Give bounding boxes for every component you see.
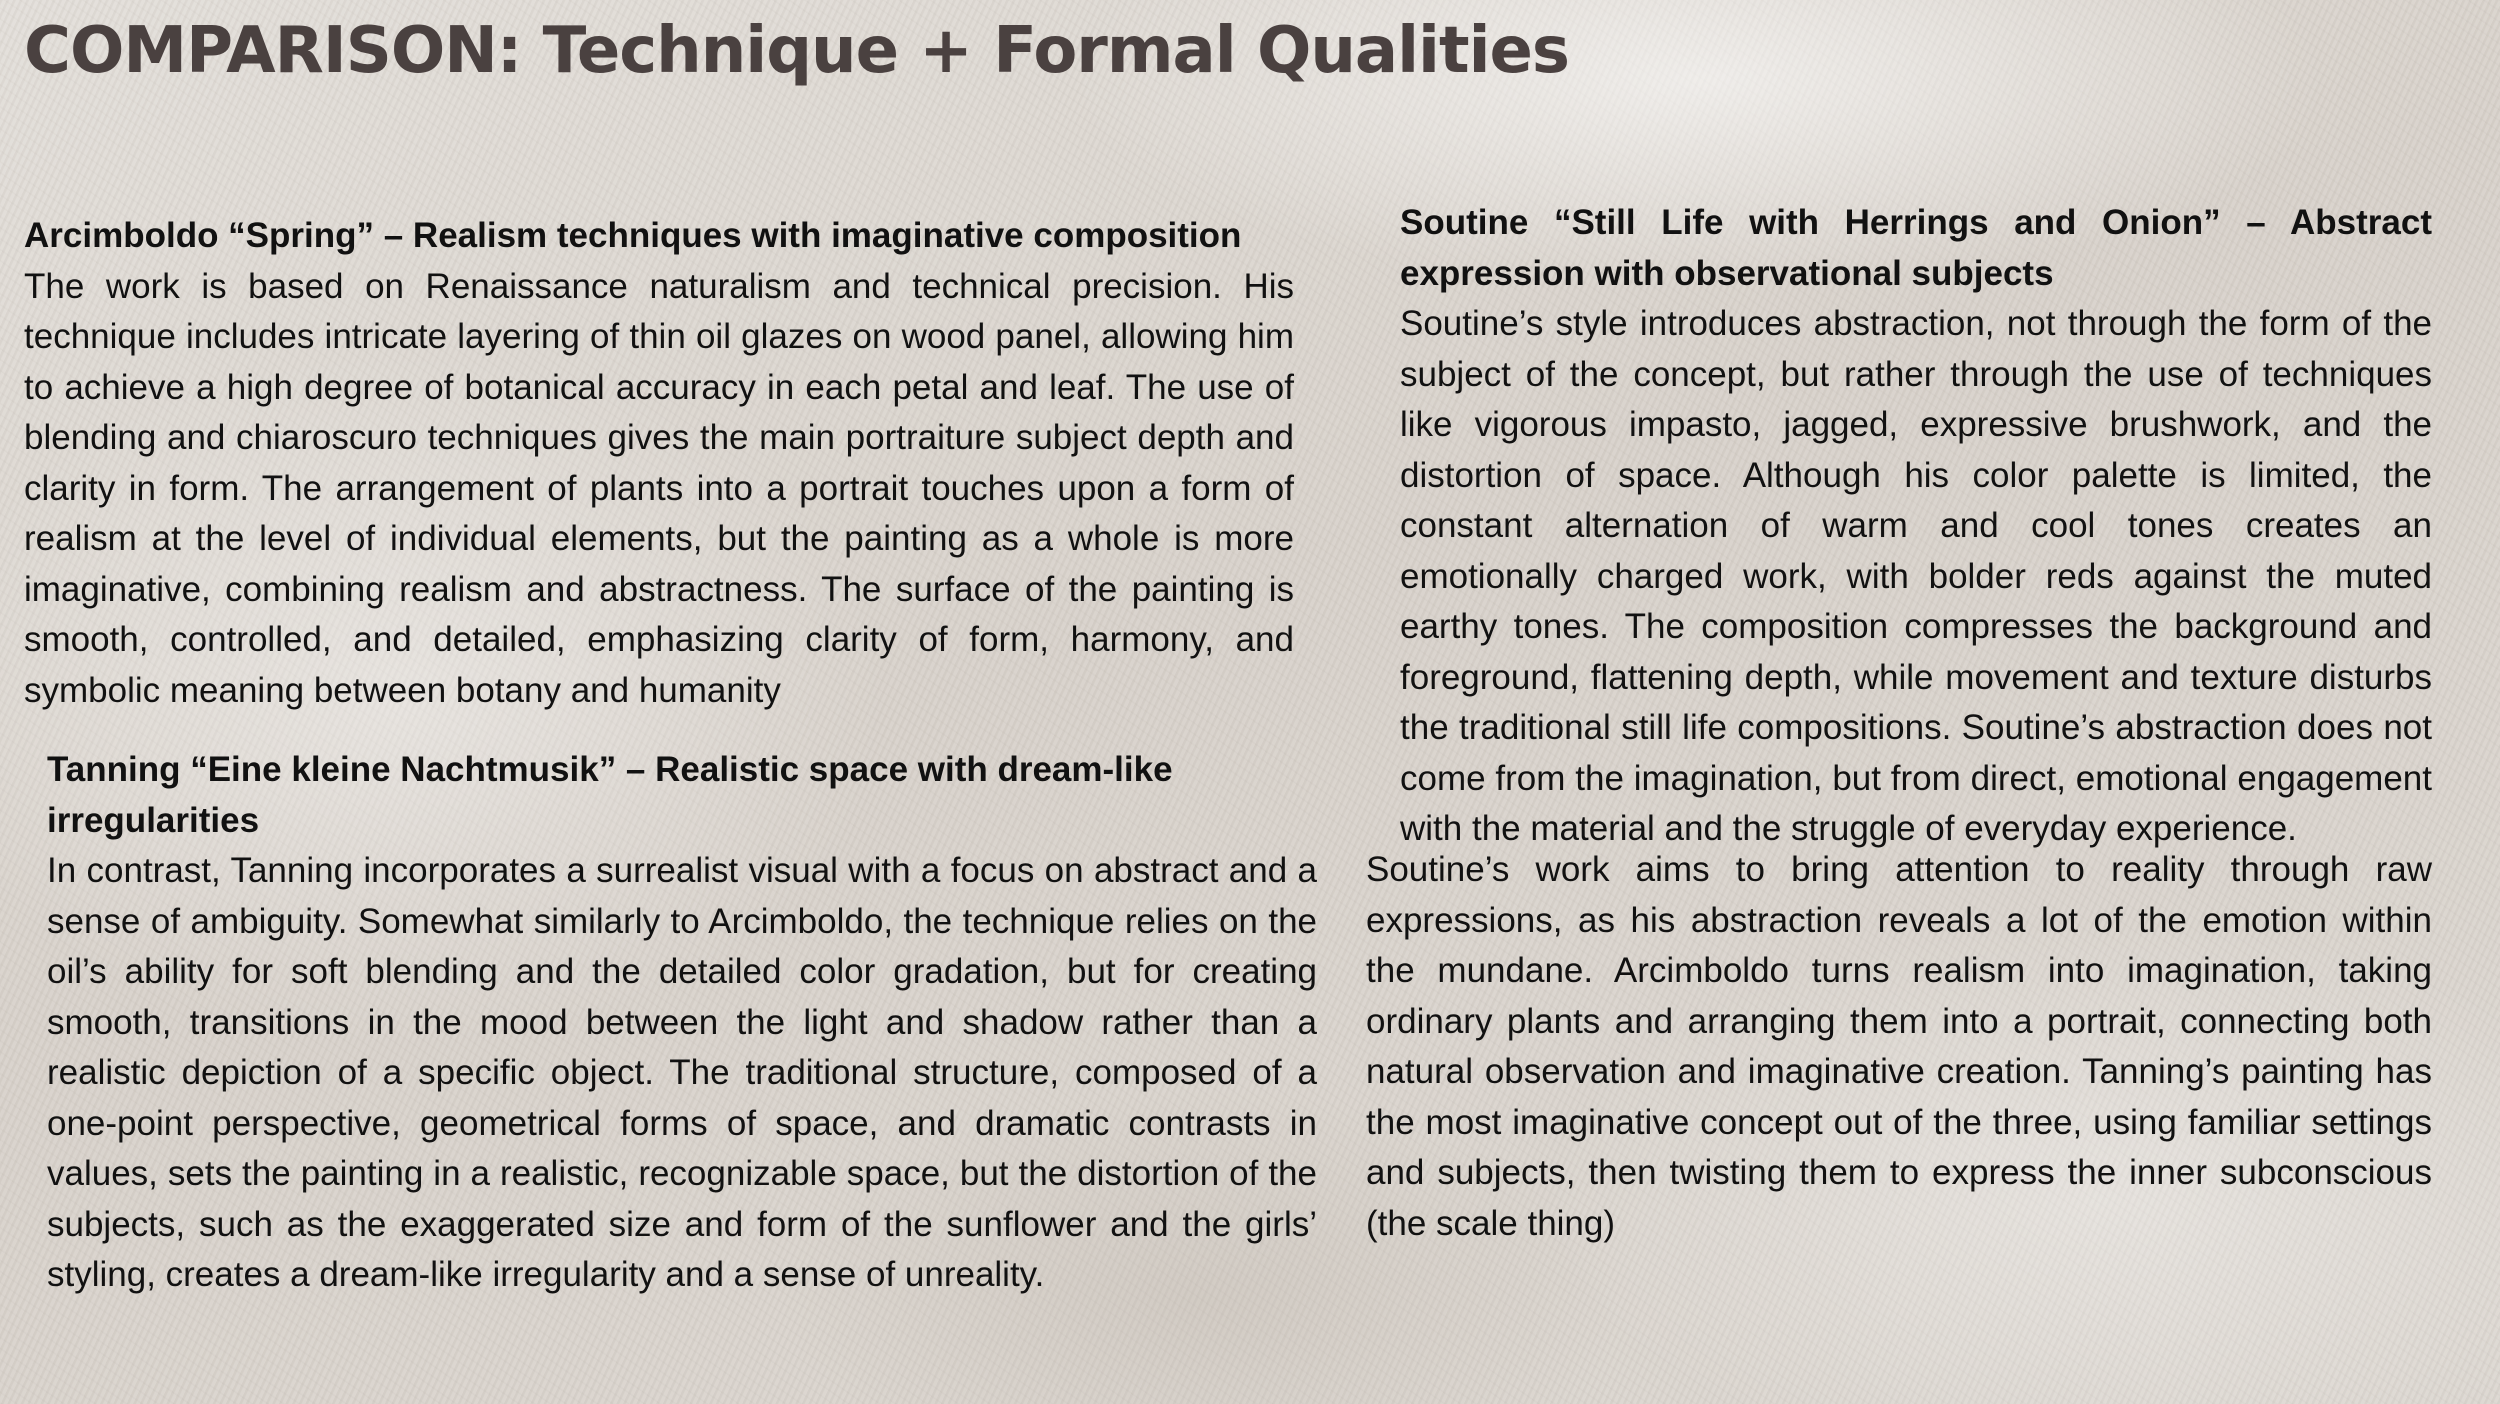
tanning-section xyxy=(47,745,1317,1301)
arcimboldo-body: The work is based on Renaissance naturalism and technical precision. His technique includes intricate layering of thin oil glazes on wood panel, allowing him to achieve a high degree of botanical accuracy in each petal and leaf. The use of blending and chiaroscuro techniques gives the main portraiture subject depth and clarity in form. The arrangement of plants into a portrait touches upon a form of realism at the level of individual elements, but the painting as a whole is more imaginative, combining realism and abstractness. The surface of the painting is smooth, controlled, and detailed, emphasizing clarity of form, harmony, and symbolic meaning between botany and humanity xyxy=(24,266,1294,710)
conclusion-section xyxy=(1366,845,2432,1249)
arcimboldo-section xyxy=(24,211,1294,716)
slide-title: COMPARISON: Technique + Formal Qualities xyxy=(24,14,1569,88)
soutine-section xyxy=(1400,198,2432,855)
soutine-body: Soutine’s style introduces abstraction, not through the form of the subject of the concept, but rather through the use of techniques like vigorous impasto, jagged, expressive brushwork, and the distortion of space. Although his color palette is limited, the constant alternation of warm and cool tones creates an emotionally charged work, with bolder reds against the muted earthy tones. The composition compresses the background and foreground, flattening depth, while movement and texture disturbs the traditional still life compositions. Soutine’s abstraction does not come from the imagination, but from direct, emotional engagement with the material and the struggle of everyday experience. xyxy=(1400,304,2432,848)
tanning-body: In contrast, Tanning incorporates a surrealist visual with a focus on abstract and a sense of ambiguity. Somewhat similarly to Arcimboldo, the technique relies on the oil’s ability for soft blending and the detailed color gradation, but for creating smooth, transitions in the mood between the light and shadow rather than a realistic depiction of a specific object. The traditional structure, composed of a one-point perspective, geometrical forms of space, and dramatic contrasts in values, sets the painting in a realistic, recognizable space, but the distortion of the subjects, such as the exaggerated size and form of the sunflower and the girls’ styling, creates a dream-like irregularity and a sense of unreality. xyxy=(47,851,1317,1294)
tanning-heading: Tanning “Eine kleine Nachtmusik” – Realistic space with dream-like irregularities xyxy=(47,750,1173,840)
arcimboldo-heading: Arcimboldo “Spring” – Realism techniques with imaginative composition xyxy=(24,216,1242,255)
soutine-heading: Soutine “Still Life with Herrings and Onion” – Abstract expression with observational subjects xyxy=(1400,203,2432,293)
conclusion-body: Soutine’s work aims to bring attention to reality through raw expressions, as his abstraction reveals a lot of the emotion within the mundane. Arcimboldo turns realism into imagination, taking ordinary plants and arranging them into a portrait, connecting both natural observation and imaginative creation. Tanning’s painting has the most imaginative concept out of the three, using familiar settings and subjects, then twisting them to express the inner subconscious (the scale thing) xyxy=(1366,850,2432,1243)
